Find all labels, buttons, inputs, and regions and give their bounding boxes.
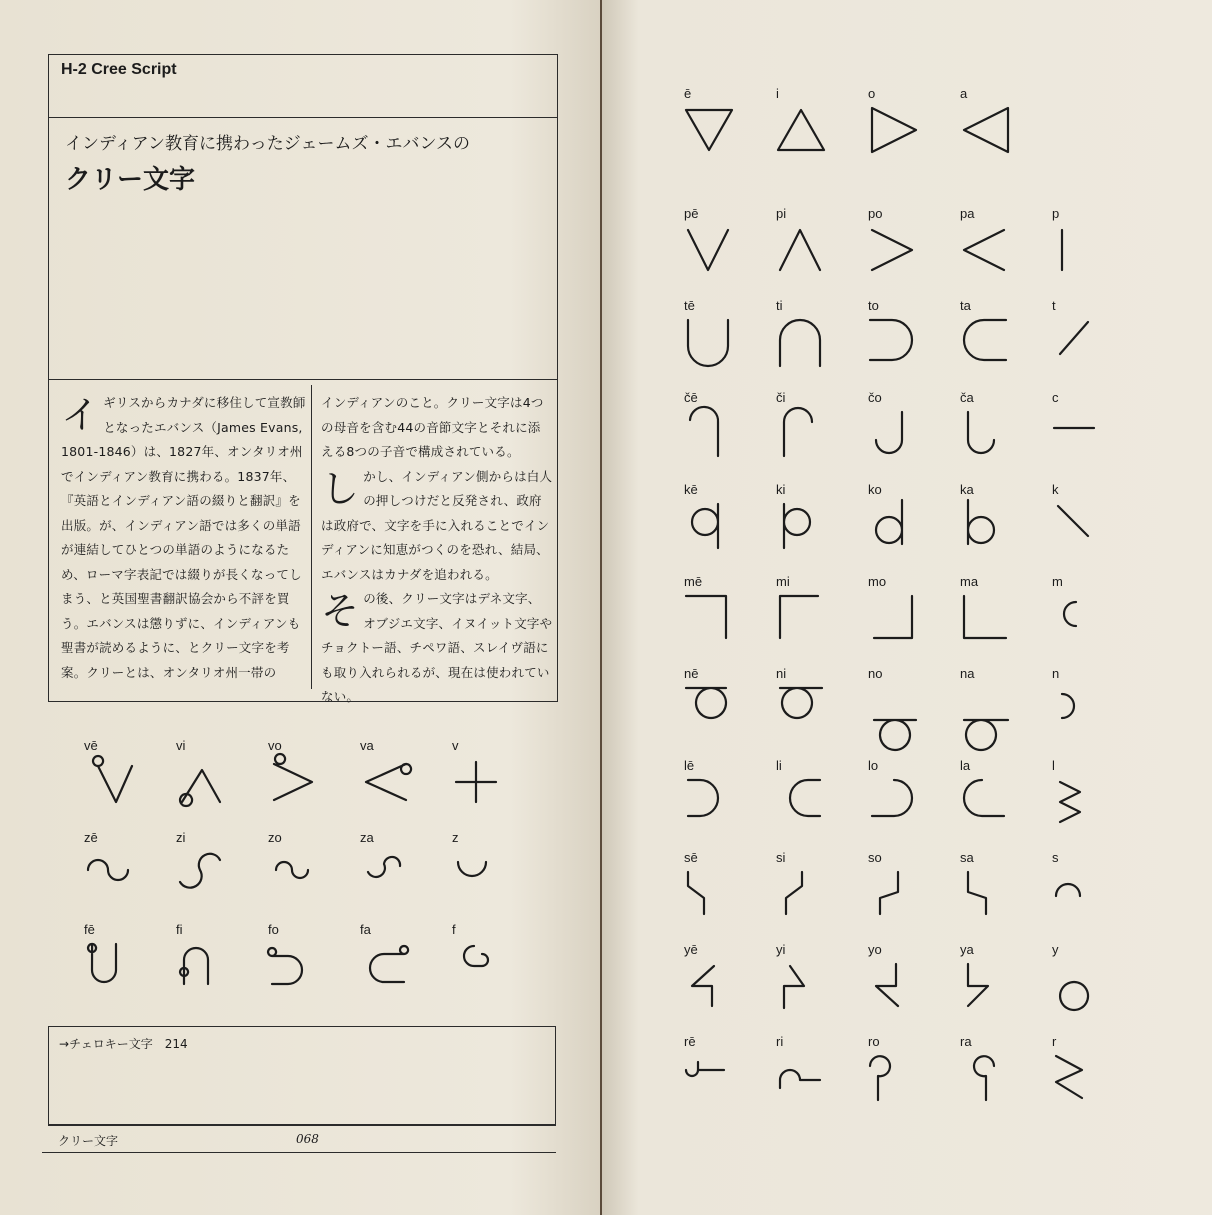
glyph-label: fa (360, 922, 371, 937)
glyph-symbol (868, 1052, 922, 1106)
glyph-stroke (964, 596, 1006, 638)
glyph-label: k (1052, 482, 1059, 497)
glyph-stroke (1062, 694, 1074, 718)
glyph-label: ro (868, 1034, 880, 1049)
glyph-symbol (776, 500, 830, 554)
glyph-symbol (776, 868, 830, 922)
glyph-symbol (452, 940, 506, 994)
glyph-label: vi (176, 738, 186, 753)
glyph-label: ka (960, 482, 974, 497)
glyph-label: nē (684, 666, 699, 681)
glyph-symbol (960, 316, 1014, 370)
glyph-symbol (868, 868, 922, 922)
glyph-symbol (360, 940, 414, 994)
glyph-label: na (960, 666, 975, 681)
glyph-label: yē (684, 942, 698, 957)
glyph-symbol (176, 940, 230, 994)
glyph-symbol (1052, 316, 1106, 370)
glyph-stroke (180, 948, 208, 984)
glyph-stroke (688, 320, 728, 366)
glyph-stroke (1064, 602, 1076, 626)
glyph-label: mo (868, 574, 887, 589)
body-paragraph: インディアンのこと。クリー文字は4つの母音を含む44の音節文字とそれに添える8つの子音で構成されている。 (321, 395, 544, 459)
glyph-stroke (686, 110, 732, 150)
glyph-label: zo (268, 830, 282, 845)
glyph-stroke (964, 108, 1008, 152)
glyph-label: l (1052, 758, 1055, 773)
footer-rule (48, 1124, 556, 1125)
glyph-symbol (776, 408, 830, 462)
glyph-symbol (868, 316, 922, 370)
glyph-label: c (1052, 390, 1059, 405)
glyph-label: va (360, 738, 374, 753)
glyph-label: ma (960, 574, 979, 589)
glyph-label: la (960, 758, 971, 773)
glyph-stroke (274, 754, 312, 800)
glyph-stroke (784, 408, 812, 456)
glyph-symbol (84, 756, 138, 810)
glyph-stroke (692, 504, 718, 548)
glyph-symbol (960, 408, 1014, 462)
glyph-label: ki (776, 482, 786, 497)
running-title: クリー文字 (58, 1134, 119, 1148)
glyph-stroke (968, 964, 988, 1006)
glyph-stroke (368, 857, 400, 877)
glyph-label: ra (960, 1034, 972, 1049)
glyph-label: fi (176, 922, 183, 937)
glyph-symbol (1052, 868, 1106, 922)
glyph-label: ri (776, 1034, 784, 1049)
glyph-label: čo (868, 390, 882, 405)
glyph-stroke (268, 948, 302, 984)
cross-reference-box (48, 1026, 556, 1126)
glyph-label: kē (684, 482, 698, 497)
glyph-symbol (776, 684, 830, 738)
glyph-stroke (93, 756, 132, 802)
glyph-stroke (458, 862, 486, 876)
section-label: H-2 Cree Script (61, 61, 177, 78)
glyph-stroke (688, 230, 728, 270)
glyph-label: rē (684, 1034, 696, 1049)
glyph-symbol (776, 592, 830, 646)
glyph-label: zē (84, 830, 98, 845)
glyph-label: sa (960, 850, 974, 865)
glyph-symbol (960, 1052, 1014, 1106)
glyph-label: čē (684, 390, 698, 405)
glyph-symbol (868, 960, 922, 1014)
glyph-stroke (686, 1062, 724, 1076)
footer-bottom-rule (42, 1152, 556, 1153)
glyph-symbol (452, 848, 506, 902)
glyph-stroke (876, 412, 902, 453)
glyph-stroke (968, 500, 994, 544)
glyph-symbol (776, 316, 830, 370)
glyph-symbol (776, 960, 830, 1014)
glyph-symbol (776, 224, 830, 278)
glyph-symbol (268, 848, 322, 902)
glyph-symbol (684, 224, 738, 278)
glyph-stroke (964, 230, 1004, 270)
glyph-symbol (684, 1052, 738, 1106)
glyph-symbol (960, 776, 1014, 830)
glyph-stroke (688, 780, 718, 816)
page-number: 068 (296, 1132, 319, 1146)
glyph-stroke (876, 500, 902, 544)
glyph-label: n (1052, 666, 1060, 681)
glyph-stroke (276, 862, 308, 878)
glyph-label: s (1052, 850, 1059, 865)
glyph-symbol (776, 776, 830, 830)
glyph-label: lē (684, 758, 695, 773)
glyph-stroke (778, 110, 824, 150)
glyph-stroke (456, 762, 496, 802)
body-rule (49, 379, 557, 380)
glyph-stroke (686, 596, 726, 638)
glyph-symbol (360, 756, 414, 810)
glyph-symbol (84, 848, 138, 902)
glyph-label: yo (868, 942, 882, 957)
glyph-stroke (964, 320, 1006, 360)
dropcap: そ (321, 589, 360, 633)
glyph-stroke (872, 780, 912, 816)
glyph-label: ni (776, 666, 787, 681)
glyph-stroke (780, 1070, 820, 1088)
body-paragraph: ギリスからカナダに移住して宣教師となったエバンス（James Evans, 1801-1846）は、1827年、オンタリオ州でインディアン教育に携わる。1837年、『英語とインディアン語の綴りと翻訳』を出版。が、インディアン語では多くの単語が連結してひとつの単語のようになるため、ローマ字表記では綴りが長くなってしまう、と英国聖書翻訳協会から不評を買う。エバンスは懲りずに、インディアンも聖書が読めるように、とクリー文字を考案。クリーとは、オンタリオ州一帯の (61, 395, 306, 680)
glyph-symbol (960, 104, 1014, 158)
glyph-label: so (868, 850, 882, 865)
glyph-label: mi (776, 574, 790, 589)
glyph-symbol (684, 104, 738, 158)
glyph-stroke (968, 412, 994, 453)
glyph-stroke (88, 860, 128, 880)
glyph-label: ē (684, 86, 692, 101)
glyph-stroke (686, 688, 726, 718)
glyph-stroke (968, 872, 986, 914)
glyph-symbol (868, 104, 922, 158)
glyph-label: vē (84, 738, 98, 753)
glyph-stroke (872, 230, 912, 270)
glyph-label: pa (960, 206, 975, 221)
glyph-stroke (366, 764, 411, 800)
glyph-label: no (868, 666, 883, 681)
glyph-stroke (88, 944, 116, 982)
glyph-stroke (180, 770, 220, 806)
glyph-label: pi (776, 206, 787, 221)
cross-reference: →チェロキー文字 214 (59, 1037, 188, 1051)
glyph-symbol (684, 408, 738, 462)
glyph-symbol (1052, 408, 1106, 462)
glyph-stroke (876, 964, 898, 1006)
glyph-symbol (176, 756, 230, 810)
glyph-stroke (1060, 982, 1088, 1010)
glyph-stroke (786, 872, 802, 914)
glyph-stroke (870, 320, 912, 360)
glyph-symbol (868, 776, 922, 830)
glyph-stroke (370, 946, 408, 982)
glyph-label: i (776, 86, 779, 101)
glyph-label: f (452, 922, 456, 937)
glyph-symbol (684, 316, 738, 370)
glyph-stroke (1060, 782, 1080, 822)
glyph-label: m (1052, 574, 1063, 589)
column-divider (311, 385, 312, 689)
glyph-stroke (180, 854, 220, 888)
glyph-stroke (780, 320, 820, 366)
glyph-symbol (1052, 224, 1106, 278)
glyph-symbol (684, 868, 738, 922)
glyph-label: si (776, 850, 786, 865)
glyph-symbol (684, 960, 738, 1014)
glyph-symbol (1052, 960, 1106, 1014)
glyph-stroke (780, 688, 822, 718)
glyph-symbol (776, 1052, 830, 1106)
glyph-label: ta (960, 298, 971, 313)
glyph-label: lo (868, 758, 879, 773)
glyph-stroke (780, 596, 818, 638)
body-column-1 (61, 391, 307, 685)
glyph-label: za (360, 830, 374, 845)
glyph-stroke (1058, 506, 1088, 536)
glyph-stroke (780, 230, 820, 270)
subtitle: インディアン教育に携わったジェームズ・エバンスの (65, 134, 470, 154)
glyph-symbol (684, 500, 738, 554)
glyph-symbol (684, 592, 738, 646)
glyph-symbol (960, 684, 1014, 738)
glyph-label: o (868, 86, 876, 101)
glyph-label: ko (868, 482, 882, 497)
glyph-symbol (960, 224, 1014, 278)
header-rule (49, 117, 557, 118)
glyph-stroke (1056, 1056, 1082, 1098)
glyph-symbol (684, 776, 738, 830)
glyph-stroke (690, 407, 718, 456)
glyph-stroke (464, 946, 488, 966)
glyph-symbol (360, 848, 414, 902)
glyph-label: yi (776, 942, 786, 957)
glyph-stroke (880, 872, 898, 914)
glyph-stroke (874, 596, 912, 638)
glyph-symbol (960, 868, 1014, 922)
glyph-stroke (870, 1056, 890, 1100)
glyph-stroke (790, 780, 820, 816)
glyph-symbol (776, 104, 830, 158)
glyph-label: fo (268, 922, 279, 937)
glyph-label: li (776, 758, 782, 773)
glyph-symbol (268, 940, 322, 994)
glyph-symbol (868, 224, 922, 278)
glyph-label: r (1052, 1034, 1057, 1049)
glyph-symbol (868, 408, 922, 462)
glyph-label: ča (960, 390, 974, 405)
page-title: クリー文字 (65, 165, 196, 195)
glyph-label: ya (960, 942, 974, 957)
glyph-symbol (684, 684, 738, 738)
glyph-symbol (1052, 684, 1106, 738)
glyph-label: fē (84, 922, 95, 937)
glyph-label: y (1052, 942, 1059, 957)
glyph-label: v (452, 738, 459, 753)
glyph-label: po (868, 206, 883, 221)
body-paragraph: かし、インディアン側からは白人の押しつけだと反発され、政府は政府で、文字を手に入れることでインディアンに知恵がつくのを恐れ、結局、エバンスはカナダを追われる。 (321, 468, 553, 582)
glyph-label: či (776, 390, 786, 405)
glyph-label: tē (684, 298, 695, 313)
glyph-symbol (84, 940, 138, 994)
glyph-symbol (960, 960, 1014, 1014)
dropcap: イ (61, 393, 100, 437)
glyph-stroke (872, 108, 916, 152)
glyph-symbol (960, 500, 1014, 554)
glyph-label: t (1052, 298, 1056, 313)
glyph-symbol (868, 592, 922, 646)
glyph-label: a (960, 86, 968, 101)
glyph-symbol (1052, 500, 1106, 554)
glyph-label: ti (776, 298, 783, 313)
glyph-label: p (1052, 206, 1060, 221)
glyph-stroke (974, 1056, 994, 1100)
glyph-label: sē (684, 850, 698, 865)
glyph-stroke (1056, 884, 1080, 896)
glyph-stroke (964, 780, 1004, 816)
glyph-symbol (176, 848, 230, 902)
glyph-label: to (868, 298, 879, 313)
body-paragraph: の後、クリー文字はデネ文字、オブジエ文字、イヌイット文字やチョクトー語、チペワ語、スレイヴ語にも取り入れられるが、現在は使われていない。 (321, 591, 553, 704)
glyph-symbol (452, 756, 506, 810)
dropcap: し (321, 466, 360, 511)
glyph-symbol (1052, 776, 1106, 830)
glyph-symbol (868, 500, 922, 554)
body-column-2 (321, 391, 553, 710)
glyph-symbol (1052, 1052, 1106, 1106)
glyph-label: z (452, 830, 459, 845)
glyph-symbol (1052, 592, 1106, 646)
glyph-symbol (960, 592, 1014, 646)
glyph-symbol (268, 756, 322, 810)
glyph-label: zi (176, 830, 186, 845)
glyph-stroke (1060, 322, 1088, 354)
article-frame (48, 54, 558, 702)
glyph-symbol (868, 684, 922, 738)
glyph-label: mē (684, 574, 703, 589)
glyph-stroke (692, 966, 714, 1006)
glyph-stroke (784, 504, 810, 548)
glyph-stroke (688, 872, 704, 914)
glyph-label: pē (684, 206, 699, 221)
glyph-stroke (784, 966, 804, 1008)
glyph-label: vo (268, 738, 282, 753)
